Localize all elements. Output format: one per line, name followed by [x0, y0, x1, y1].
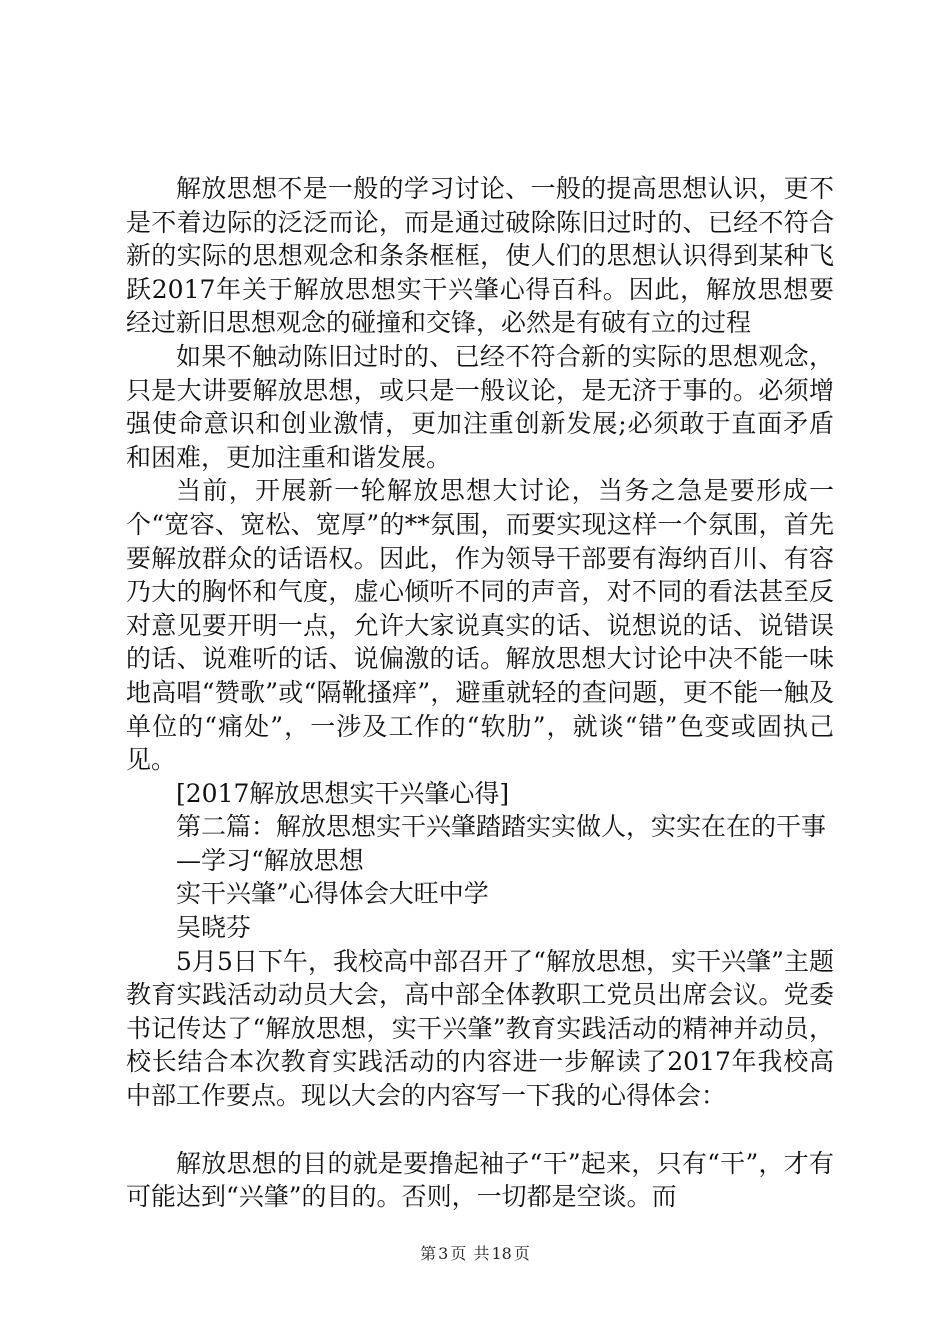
footer-prefix: 第 [420, 1244, 437, 1263]
page-footer [0, 1244, 950, 1264]
subtitle-line: 实干兴肇”心得体会大旺中学 [176, 879, 489, 909]
paragraph: 解放思想的目的就是要撸起袖子“干”起来，只有“干”，才有可能达到“兴肇”的目的。否则，一切都是空谈。而 [126, 1148, 834, 1212]
footer-page-unit: 页 [450, 1244, 467, 1263]
paragraph: 解放思想不是一般的学习讨论、一般的提高思想认识，更不是不着边际的泛泛而论，而是通过破除陈旧过时的、已经不符合新的实际的思想观念和条条框框，使人们的思想认识得到某种飞跃2017年关于解放思想实干兴肇心得百科。因此，解放思想要经过新旧思想观念的碰撞和交锋，必然是有破有立的过程 [126, 174, 834, 338]
footer-current-page: 3 [438, 1244, 449, 1263]
paragraph: 5月5日下午，我校高中部召开了“解放思想，实干兴肇”主题教育实践活动动员大会，高中部全体教职工党员出席会议。党委书记传达了“解放思想，实干兴肇”教育实践活动的精神并动员，校长结合本次教育实践活动的内容进一步解读了2017年我校高中部工作要点。现以大会的内容写一下我的心得体会： [126, 946, 834, 1111]
footer-total-pages: 18 [491, 1244, 512, 1263]
bracket-title: [2017解放思想实干兴肇心得] [176, 778, 510, 808]
paragraph: 如果不触动陈旧过时的、已经不符合新的实际的思想观念，只是大讲要解放思想，或只是一般议论，是无济于事的。必须增强使命意识和创业激情，更加注重创新发展;必须敢于直面矛盾和困难，更加注重和谐发展。 [126, 341, 834, 472]
document-body [126, 172, 834, 1214]
author-name: 吴晓芬 [176, 913, 252, 943]
footer-total-unit: 页 [513, 1244, 530, 1263]
footer-total-prefix: 共 [473, 1244, 490, 1263]
section-heading: 第二篇：解放思想实干兴肇踏踏实实做人，实实在在的干事 [176, 812, 827, 842]
subtitle-line: —学习“解放思想 [176, 845, 364, 875]
paragraph: 当前，开展新一轮解放思想大讨论，当务之急是要形成一个“宽容、宽松、宽厚”的**氛围，而要实现这样一个氛围，首先要解放群众的话语权。因此，作为领导干部要有海纳百川、有容乃大的胸怀和气度，虚心倾听不同的声音，对不同的看法甚至反对意见要开明一点，允许大家说真实的话、说想说的话、说错误的话、说难听的话、说偏激的话。解放思想大讨论中决不能一味地高唱“赞歌”或“隔靴搔痒”，避重就轻的查问题，更不能一触及单位的“痛处”，一涉及工作的“软肋”，就谈“错”色变或固执己见。 [126, 476, 834, 775]
